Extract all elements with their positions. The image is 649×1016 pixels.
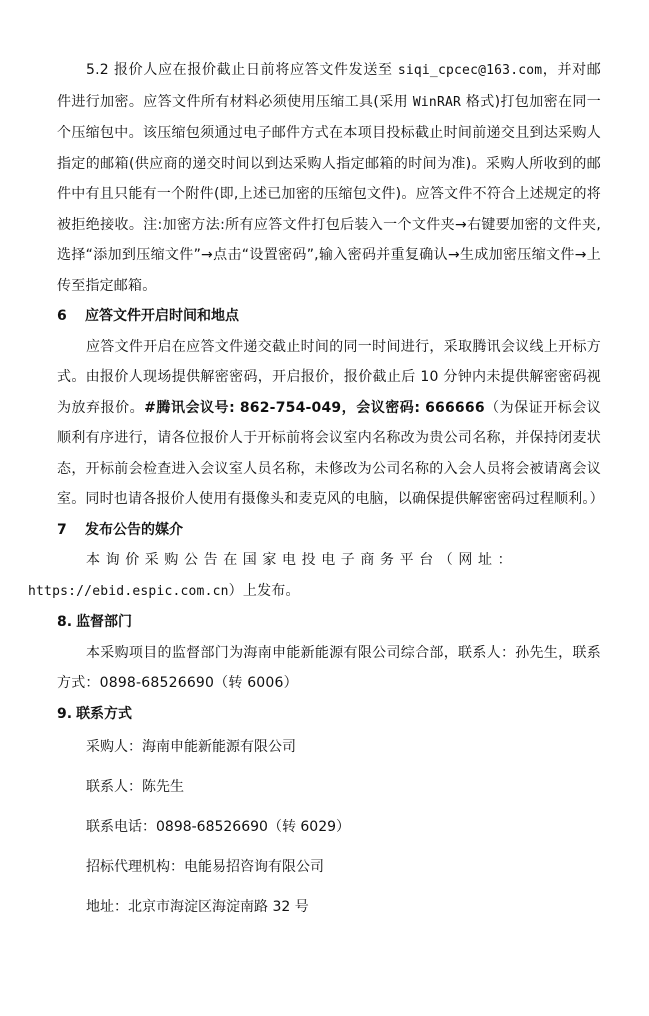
section-7-title: 发布公告的媒介: [85, 521, 183, 538]
password-label: ，会议密码:: [341, 399, 421, 416]
section-9-title: 联系方式: [76, 705, 133, 722]
section-7-number: 7: [57, 521, 67, 538]
section-7-body: [28, 545, 601, 607]
spacer: [57, 797, 601, 817]
section-9-heading: [57, 699, 601, 730]
section-6-title: 应答文件开启时间和地点: [85, 308, 239, 324]
section-6-heading: [57, 301, 601, 332]
meeting-id: 862-754-049: [239, 399, 342, 416]
clause-5-2: [57, 55, 601, 301]
clause-5-2-rest: 格式)打包加密在同一个压缩包中。该压缩包须通过电子邮件方式在本项目投标截止时间前递交且到达采购人指定的邮箱(供应商的递交时间以到达采购人指定邮箱的时间为准)。采购人所收到的邮件中有且只能有一个附件(即,上述已加密的压缩包文件)。应答文件不符合上述规定的将被拒绝接收。注:加密方法:所有应答文件打包后装入一个文件夹→右键要加密的文件夹,选择“添加到压缩文件”→点击“设置密码”,输入密码并重复确认→生成加密压缩文件→上传至指定邮箱。: [57, 93, 601, 294]
contact-address: 地址：北京市海淀区海淀南路 32 号: [86, 899, 309, 915]
section-8-heading: [57, 607, 601, 638]
contact-phone: 联系电话：0898-68526690（转 6029）: [86, 819, 351, 835]
clause-5-2-after-email: ，并对邮件进行加密。应答文件所有材料必须使用压缩工具(采用: [57, 62, 601, 110]
section-8-body: 本采购项目的监督部门为海南申能新能源有限公司综合部，联系人：孙先生，联系方式：0898-68526690（转 6006）: [57, 644, 601, 691]
contact-purchaser: 采购人：海南申能新能源有限公司: [86, 739, 296, 755]
contact-agency: 招标代理机构：电能易招咨询有限公司: [86, 859, 324, 875]
meeting-password: 666666: [425, 399, 485, 416]
section-7-body-tail: ）上发布。: [228, 582, 300, 599]
section-9-number: 9.: [57, 705, 73, 722]
section-6-body-tail: （为保证开标会议顺利有序进行，请各位报价人于开标前将会议室内名称改为贵公司名称，并保持闭麦状态，开标前会检查进入会议室人员名称，未修改为公司名称的入会人员将会被请离会议室。同时也请各报价人使用有摄像头和麦克风的电脑，以确保提供解密密码过程顺利。）: [57, 399, 604, 507]
section-8-number: 8.: [57, 614, 73, 630]
spacer: [57, 877, 601, 897]
platform-url: https://ebid.espic.com.cn: [28, 583, 229, 599]
archive-format-name: WinRAR: [412, 94, 462, 110]
section-7-body-spread: 本询价采购公告在国家电投电子商务平台（网址：: [86, 552, 518, 568]
section-7-heading: [57, 515, 601, 546]
section-6-number: 6: [57, 308, 67, 324]
section-6-body-lead: 应答文件开启在应答文件递交截止时间的同一时间进行，采取腾讯会议线上开标方式。由报价人现场提供解密密码，开启报价，报价截止后 10 分钟内未提供解密密码视为放弃报价。: [57, 338, 601, 416]
spacer: [57, 837, 601, 857]
submission-email: siqi_cpcec@163.com: [397, 63, 543, 78]
clause-5-2-lead: 5.2 报价人应在报价截止日前将应答文件发送至: [86, 62, 393, 78]
section-6-body: [57, 332, 604, 515]
spacer: [57, 729, 601, 737]
meeting-label: #腾讯会议号:: [144, 399, 235, 416]
spacer: [57, 757, 601, 777]
contact-person: 联系人：陈先生: [86, 779, 184, 795]
section-8-title: 监督部门: [76, 614, 133, 630]
